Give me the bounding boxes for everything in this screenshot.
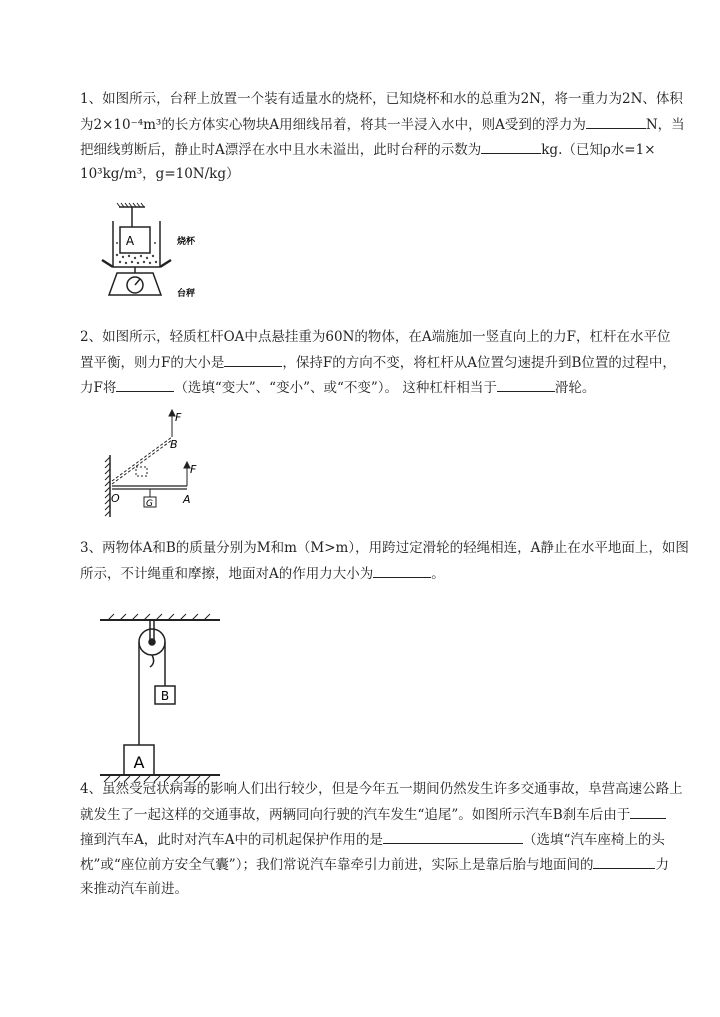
answer-blank[interactable] bbox=[116, 377, 174, 392]
question-text-segment: 所示，不计绳重和摩擦，地面对A的作用力大小为 bbox=[80, 566, 374, 582]
figure-pulley bbox=[98, 612, 228, 784]
answer-blank[interactable] bbox=[586, 114, 646, 129]
point-o-label: O bbox=[111, 492, 120, 505]
question-text-segment: 枕”或“座位前方安全气囊”）；我们常说汽车靠牵引力前进，实际上是靠后胎与地面间的 bbox=[80, 857, 594, 873]
force-label-a: F bbox=[190, 463, 197, 476]
question-2-line bbox=[80, 327, 671, 347]
answer-blank[interactable] bbox=[481, 139, 541, 154]
beaker-label: 烧杯 bbox=[177, 237, 196, 247]
block-a-label: A bbox=[133, 753, 145, 772]
question-1-line bbox=[80, 164, 240, 184]
question-text-segment: N，当 bbox=[645, 117, 685, 133]
question-text-segment: （选填“变大”、“变小”、或“不变”）。 这种杠杆相当于 bbox=[174, 380, 497, 396]
answer-blank[interactable] bbox=[497, 377, 555, 392]
question-text-segment: （选填“汽车座椅上的头 bbox=[523, 832, 665, 848]
answer-blank[interactable] bbox=[224, 352, 282, 367]
scale-label: 台秤 bbox=[177, 289, 196, 299]
question-text-segment: 为2×10⁻⁴m³的长方体实心物块A用细线吊着，将其一半浸入水中，则A受到的浮力为 bbox=[80, 117, 586, 133]
question-text-segment: 力F将 bbox=[80, 380, 117, 396]
question-3-line bbox=[80, 563, 445, 583]
question-2-line bbox=[80, 352, 676, 372]
question-4-line bbox=[80, 879, 188, 899]
question-text-segment: 撞到汽车A，此时对汽车A中的司机起保护作用的是 bbox=[80, 832, 383, 848]
figure-beaker-on-scale bbox=[95, 195, 215, 307]
question-4-line bbox=[80, 829, 665, 849]
answer-blank[interactable] bbox=[593, 854, 655, 869]
answer-blank[interactable] bbox=[383, 829, 523, 844]
question-text-segment: 把细线剪断后，静止时A漂浮在水中且水未溢出，此时台秤的示数为 bbox=[80, 142, 482, 158]
question-3-line bbox=[80, 538, 689, 558]
answer-blank[interactable] bbox=[630, 804, 666, 819]
question-text-segment: 。 bbox=[431, 566, 445, 582]
question-4-line bbox=[80, 804, 666, 824]
block-a-label: A bbox=[125, 234, 135, 248]
question-text-segment: 3、两物体A和B的质量分别为M和m（M>m），用跨过定滑轮的轻绳相连，A静止在水平地面上，如图 bbox=[80, 540, 689, 556]
question-text-segment: 置平衡，则力F的大小是 bbox=[80, 355, 225, 371]
question-text-segment: 4、虽然受冠状病毒的影响人们出行较少，但是今年五一期间仍然发生许多交通事故，阜营高速公路上 bbox=[80, 781, 683, 797]
question-text-segment: 10³kg/m³，g=10N/kg） bbox=[80, 166, 240, 182]
question-text-segment: 滑轮。 bbox=[554, 380, 596, 396]
question-text-segment: 力 bbox=[655, 857, 669, 873]
question-1-line bbox=[80, 139, 656, 159]
point-b-label: B bbox=[170, 438, 178, 451]
weight-label: G bbox=[146, 499, 153, 509]
question-1-line bbox=[80, 89, 683, 109]
question-1-line bbox=[80, 114, 685, 134]
figure-lever bbox=[95, 405, 215, 520]
question-text-segment: 来推动汽车前进。 bbox=[80, 881, 188, 897]
point-a-label: A bbox=[183, 493, 191, 506]
question-2-line bbox=[80, 377, 595, 397]
question-text-segment: 2、如图所示，轻质杠杆OA中点悬挂重为60N的物体，在A端施加一竖直向上的力F，杠杆在水平位 bbox=[80, 329, 671, 345]
question-text-segment: 就发生了一起这样的交通事故，两辆同向行驶的汽车发生“追尾”。如图所示汽车B刹车后由于 bbox=[80, 807, 631, 823]
question-4-line bbox=[80, 854, 669, 874]
question-text-segment: kg.（已知ρ水=1× bbox=[541, 142, 656, 158]
block-b-label: B bbox=[160, 689, 170, 703]
question-text-segment: 1、如图所示，台秤上放置一个装有适量水的烧杯，已知烧杯和水的总重为2N，将一重力为2N、体积 bbox=[80, 91, 683, 107]
answer-blank[interactable] bbox=[373, 563, 431, 578]
force-label-b: F bbox=[175, 411, 182, 424]
question-text-segment: ，保持F的方向不变，将杠杆从A位置匀速提升到B位置的过程中， bbox=[282, 355, 676, 371]
